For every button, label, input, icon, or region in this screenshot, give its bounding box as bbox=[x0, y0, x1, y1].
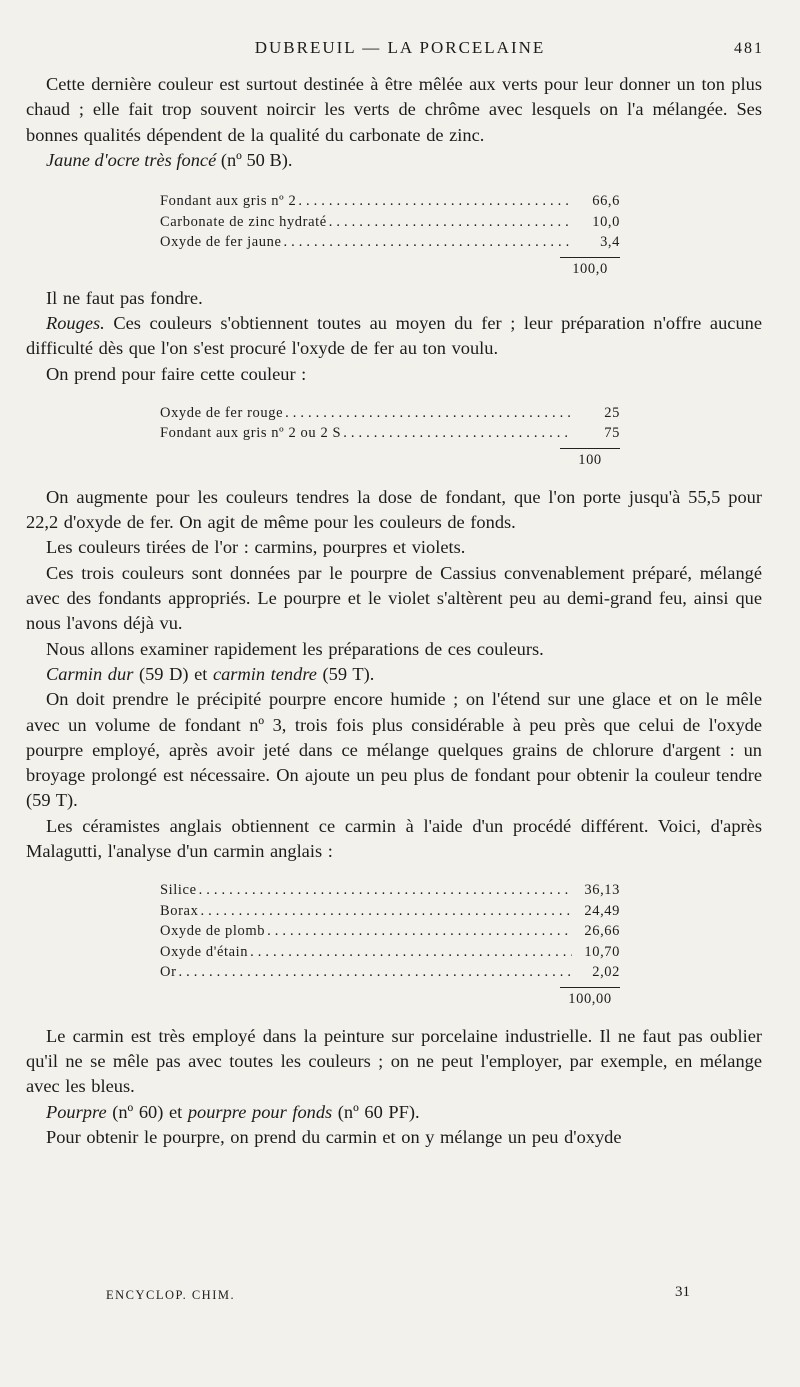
ingredient-value: 3,4 bbox=[600, 234, 620, 251]
paragraph-text: Ces couleurs s'obtiennent toutes au moyen du fer ; leur préparation n'offre aucune difficulté dès que l'on s'est procuré l'oxyde de fer au ton voulu. bbox=[26, 312, 762, 359]
ingredient-value: 75 bbox=[604, 425, 620, 442]
section-heading-jaune bbox=[26, 148, 762, 173]
recipe-row bbox=[160, 901, 620, 922]
recipe-total: 100,0 bbox=[572, 260, 608, 277]
printer-signature: ENCYCLOP. CHIM. bbox=[106, 1288, 236, 1302]
paragraph-text: (nº 60) et bbox=[106, 1101, 188, 1122]
page-number: 481 bbox=[734, 40, 764, 57]
ingredient-name: Oxyde de fer rouge bbox=[160, 404, 284, 421]
leader-dots bbox=[265, 921, 572, 942]
paragraph: Les céramistes anglais obtiennent ce carmin à l'aide d'un procédé différent. Voici, d'après Malagutti, l'analyse d'un carmin anglais : bbox=[26, 815, 762, 862]
recipe-table-carmin-anglais bbox=[160, 880, 620, 1010]
heading-italic: Rouges. bbox=[46, 312, 105, 333]
leader-dots bbox=[282, 232, 572, 253]
ingredient-value: 10,0 bbox=[592, 213, 620, 230]
leader-dots bbox=[197, 880, 572, 901]
paragraph: On doit prendre le précipité pourpre encore humide ; on l'étend sur une glace et on le mêle avec un volume de fondant nº 3, trois fois plus considérable à peu près que celui de l'oxyde pourpre employé, après avoir jeté dans ce mélange quelques grains de chlorure d'argent : un broyage prolongé est nécessaire. On ajoute un peu plus de fondant pour obtenir la couleur tendre (59 T). bbox=[26, 689, 762, 811]
ingredient-value: 25 bbox=[604, 404, 620, 421]
recipe-total: 100 bbox=[578, 451, 602, 468]
recipe-row bbox=[160, 880, 620, 901]
ingredient-value: 26,66 bbox=[584, 923, 620, 940]
paragraph: Nous allons examiner rapidement les préparations de ces couleurs. bbox=[46, 638, 544, 659]
paragraph-text: (59 D) et bbox=[133, 663, 213, 684]
recipe-row bbox=[160, 962, 620, 983]
paragraph-rouges bbox=[26, 311, 762, 362]
recipe-table-jaune bbox=[160, 191, 620, 280]
ingredient-name: Fondant aux gris nº 2 bbox=[160, 193, 297, 210]
paragraph-pourpre bbox=[26, 1100, 762, 1125]
ingredient-value: 36,13 bbox=[584, 882, 620, 899]
recipe-row bbox=[160, 232, 620, 253]
leader-dots bbox=[283, 403, 572, 424]
ingredient-value: 66,6 bbox=[592, 193, 620, 210]
paragraph: Ces trois couleurs sont données par le pourpre de Cassius convenablement préparé, mélangé avec des fondants appropriés. Le pourpre et le violet s'altèrent peu au demi-grand feu, ainsi que nous l'avons déjà vu. bbox=[26, 562, 762, 634]
body-text bbox=[26, 72, 762, 1150]
running-title: DUBREUIL — LA PORCELAINE bbox=[254, 38, 546, 57]
paragraph: On prend pour faire cette couleur : bbox=[46, 363, 307, 384]
ingredient-value: 10,70 bbox=[584, 943, 620, 960]
paragraph: Les couleurs tirées de l'or : carmins, pourpres et violets. bbox=[46, 537, 466, 558]
leader-dots bbox=[341, 423, 572, 444]
paragraph-carmin bbox=[26, 662, 762, 687]
paragraph: Pour obtenir le pourpre, on prend du carmin et on y mélange un peu d'oxyde bbox=[46, 1127, 622, 1148]
heading-ref: (nº 50 B). bbox=[216, 149, 293, 170]
recipe-total: 100,00 bbox=[568, 990, 612, 1007]
heading-italic: carmin tendre bbox=[212, 663, 317, 684]
paragraph: Le carmin est très employé dans la peinture sur porcelaine industrielle. Il ne faut pas oublier qu'il ne se mêle pas avec toutes les couleurs ; on ne peut l'employer, par exemple, en mélange avec les bleus. bbox=[26, 1025, 762, 1097]
paragraph-text: (59 T). bbox=[316, 663, 375, 684]
ingredient-name: Borax bbox=[160, 902, 199, 919]
recipe-row bbox=[160, 212, 620, 233]
leader-dots bbox=[248, 942, 572, 963]
paragraph: On augmente pour les couleurs tendres la dose de fondant, que l'on porte jusqu'à 55,5 pour 22,2 d'oxyde de fer. On agit de même pour les couleurs de fonds. bbox=[26, 486, 762, 533]
ingredient-name: Carbonate de zinc hydraté bbox=[160, 213, 327, 230]
heading-italic: pourpre pour fonds bbox=[187, 1101, 333, 1122]
ingredient-value: 24,49 bbox=[584, 902, 620, 919]
ingredient-name: Or bbox=[160, 964, 177, 981]
recipe-row bbox=[160, 942, 620, 963]
page-header bbox=[0, 36, 800, 60]
paragraph-text: (nº 60 PF). bbox=[332, 1101, 420, 1122]
heading-italic: Jaune d'ocre très foncé bbox=[46, 149, 217, 170]
recipe-row bbox=[160, 423, 620, 444]
leader-dots bbox=[327, 212, 572, 233]
leader-dots bbox=[177, 962, 572, 983]
ingredient-name: Oxyde d'étain bbox=[160, 943, 249, 960]
page-footer bbox=[0, 1284, 800, 1306]
ingredient-value: 2,02 bbox=[592, 964, 620, 981]
paragraph: Cette dernière couleur est surtout destinée à être mêlée aux verts pour leur donner un ton plus chaud ; elle fait trop souvent noircir les verts de chrôme avec lesquels on l'a mélangée. Ses bonnes qualités dépendent de la qualité du carbonate de zinc. bbox=[26, 74, 762, 145]
recipe-row bbox=[160, 191, 620, 212]
heading-italic: Carmin dur bbox=[46, 663, 134, 684]
leader-dots bbox=[296, 191, 572, 212]
ingredient-name: Oxyde de fer jaune bbox=[160, 234, 282, 251]
heading-italic: Pourpre bbox=[46, 1101, 107, 1122]
ingredient-name: Fondant aux gris nº 2 ou 2 S bbox=[160, 425, 342, 442]
sheet-number: 31 bbox=[675, 1284, 690, 1300]
recipe-row bbox=[160, 403, 620, 424]
recipe-table-rouge bbox=[160, 403, 620, 471]
ingredient-name: Silice bbox=[160, 882, 197, 899]
paragraph: Il ne faut pas fondre. bbox=[46, 287, 203, 308]
recipe-row bbox=[160, 921, 620, 942]
ingredient-name: Oxyde de plomb bbox=[160, 923, 266, 940]
leader-dots bbox=[198, 901, 572, 922]
